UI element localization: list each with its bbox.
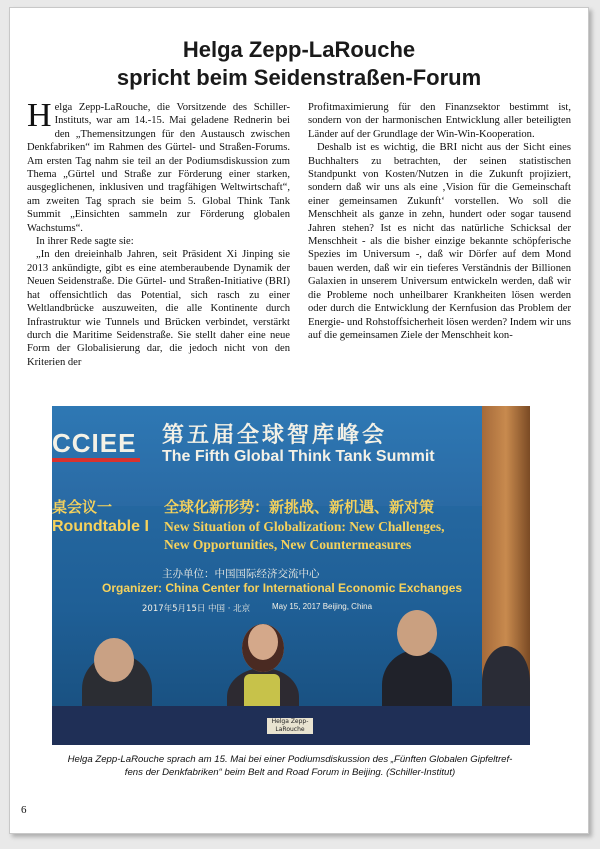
panelist-right-head: [397, 610, 437, 656]
caption-line-1: Helga Zepp-LaRouche sprach am 15. Mai bei einer Podiumsdiskussion des „Fünften Globalen Gipfeltref-: [67, 754, 513, 765]
nameplate: Helga Zepp-LaRouche: [267, 718, 313, 734]
cciee-logo-bar: [52, 458, 140, 462]
paragraph-4: Profitmaximierung für den Finanzsektor bestimmt ist, sondern von der harmonischen Entwicklung aller beteiligten Länder auf der Grundlage der Win-Win-Kooperation.: [308, 102, 571, 140]
right-column: [308, 101, 571, 342]
banner-chinese-roundtable: 桌会议一: [52, 498, 113, 516]
banner-organizer-chinese: 主办单位：中国国际经济交流中心: [162, 568, 320, 580]
article-body: [27, 97, 571, 401]
paragraph-1: [27, 97, 290, 235]
paragraph-3: „In den dreieinhalb Jahren, seit Präsident Xi Jinping sie 2013 ankündigte, gibt es eine atemberaubende Dynamik der Neuen Seidenstraße. Die Gürtel- und Straßen-Initiative (BRI) hat offensichtlich das Potential, sich rasch zu einer Weltlandbrücke auszuweiten, die alle Kontinente durch Infrastruktur wie Tunnels und Brücken verbindet, verstärkt durch die Maritime Seidenstraße. Sie stellt daher eine neue Form der Globalisierung dar, die jedoch nicht von den Kriterien der: [27, 249, 290, 368]
caption-line-2: fens der Denkfabriken“ beim Belt and Road Forum in Beijing. (Schiller-Institut): [124, 767, 456, 778]
dropcap: H: [27, 97, 52, 134]
page-number: 6: [21, 804, 27, 816]
banner-english-subtitle-1: New Situation of Globalization: New Challenges,: [164, 519, 445, 534]
banner-english-title: The Fifth Global Think Tank Summit: [162, 448, 435, 465]
banner-date-chinese: 2017年5月15日 中国 · 北京: [142, 604, 251, 614]
banner-chinese-subtitle: 全球化新形势：新挑战、新机遇、新对策: [164, 498, 435, 516]
banner-chinese-title: 第五届全球智库峰会: [162, 423, 388, 448]
paragraph-2: In ihrer Rede sagte sie:: [36, 236, 134, 248]
left-column: [27, 97, 290, 369]
banner-roundtable: Roundtable I: [52, 518, 149, 535]
panelist-helga-head: [242, 624, 284, 672]
banner-date-english: May 15, 2017 Beijing, China: [272, 602, 373, 611]
title-line-2: spricht beim Seidenstraßen-Forum: [116, 65, 482, 90]
banner-organizer-english: Organizer: China Center for International Economic Exchanges: [102, 581, 463, 595]
article-title: [10, 36, 588, 92]
conference-photo: [52, 406, 530, 745]
panelist-left-head: [94, 638, 134, 682]
paragraph-1-text: elga Zepp-LaRouche, die Vorsitzende des Schiller-Instituts, war am 14.-15. Mai geladene Rednerin bei den „Themensitzungen für den Austausch zwischen Denkfabriken“ im Rahmen des Gürtel- und Straßen-Forums. Am ersten Tag nahm sie teil an der Podiumsdiskussion zum Thema „Gürtel und Straße zur Förderung einer starken, ausgeglichenen, inklusiven und tragfähigen Weltwirtschaft“, am zweiten Tag sprach sie beim 5. Global Think Tank Summit „Einsichten sammeln zur Förderung globalen Wachstums“.: [27, 102, 290, 234]
photo-caption: [40, 753, 540, 779]
title-line-1: Helga Zepp-LaRouche: [182, 37, 416, 62]
banner-english-subtitle-2: New Opportunities, New Countermeasures: [164, 537, 412, 552]
cciee-logo: CCIEE: [52, 428, 137, 458]
paragraph-5: Deshalb ist es wichtig, die BRI nicht aus der Sicht eines Buchhalters zu betrachten, der seinen statistischen Standpunkt von Kosten/Nutzen in die Zukunft projiziert, sondern daß wir uns als eine ‚Vision für die Gemeinschaft einer gemeinsamen Zukunft‘ vorstellen. Wo soll die Menschheit als ganze in zehn, hundert oder sogar tausend Jahren stehen? Ist es nicht das natürliche Schicksal der Menschheit - als die bisher einzige bekannte schöpferische Spezies im Universum -, daß wir Dörfer auf dem Mond bauen werden, daß wir ein tieferes Verständnis der Billionen Galaxien in unserem Universum entwickeln werden, daß wir die Probleme noch unheilbarer Krankheiten lösen werden oder durch die Entwicklung der Kernfusion das Problem der Energie- und Rohstoffsicherheit lösen werden? Indem wir uns auf die gemeinsamen Ziele der Menschheit kon-: [308, 142, 571, 341]
